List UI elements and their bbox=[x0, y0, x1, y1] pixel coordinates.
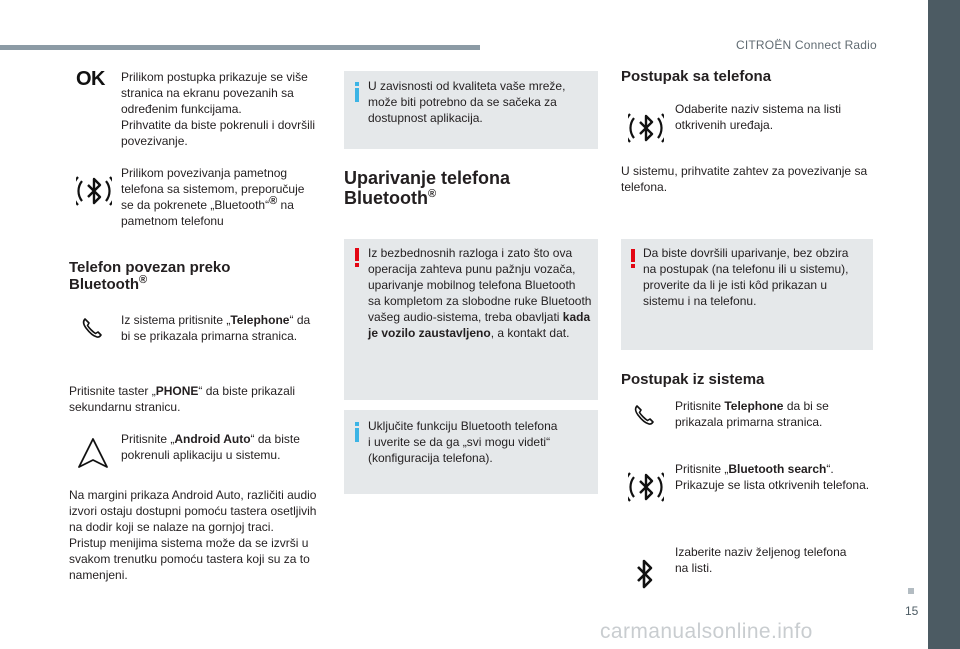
info-icon bbox=[355, 82, 359, 102]
phone-key-instruction: Pritisnite taster „PHONE“ da biste prikazali sekundarnu stranicu. bbox=[69, 384, 296, 414]
select-system-text: Odaberite naziv sistema na listi otkrivenih uređaja. bbox=[675, 102, 842, 132]
phone-handset-icon bbox=[80, 316, 104, 340]
heading-from-system: Postupak iz sistema bbox=[621, 371, 765, 388]
info-visibility-text: Uključite funkciju Bluetooth telefona i uverite se da ga „svi mogu videti“ (konfiguracija telefona). bbox=[368, 419, 558, 465]
watermark: carmanualsonline.info bbox=[600, 620, 813, 643]
warning-code-text: Da biste dovršili uparivanje, bez obzira na postupak (na telefonu ili u sistemu), proverite da li je isti kôd prikazan u sistemu i na telefonu. bbox=[643, 246, 849, 308]
ok-icon: OK bbox=[76, 68, 105, 90]
header-title: CITROËN Connect Radio bbox=[736, 38, 877, 52]
info-icon bbox=[355, 422, 359, 442]
continue-mark bbox=[908, 588, 914, 594]
heading-from-phone: Postupak sa telefona bbox=[621, 68, 772, 85]
page-number: 15 bbox=[905, 604, 919, 618]
header-bar bbox=[0, 45, 480, 50]
choose-phone-text: Izaberite naziv željenog telefona na listi. bbox=[675, 545, 847, 575]
android-auto-icon bbox=[76, 436, 110, 470]
warning-icon bbox=[355, 248, 359, 267]
accept-request-text: U sistemu, prihvatite zahtev za povezivanje sa telefona. bbox=[621, 164, 868, 194]
telephone-instruction: Iz sistema pritisnite „Telephone“ da bi se prikazala primarna stranica. bbox=[121, 313, 311, 343]
bluetooth-icon bbox=[633, 556, 657, 592]
heading-pairing: Uparivanje telefona Bluetooth® bbox=[344, 168, 511, 208]
bluetooth-recommend-text: Prilikom povezivanja pametnog telefona sa sistemom, preporučuje se da pokrenete „Bluetooth“® na pametnom telefonu bbox=[121, 166, 305, 228]
warning-icon bbox=[631, 249, 635, 268]
warning-safety-text: Iz bezbednosnih razloga i zato što ova operacija zahteva punu pažnju vozača, uparivanje mobilnog telefona Bluetooth sa kompletom za slobodne ruke Bluetooth vašeg audio-sistema, treba obavljati kada je vozilo zaustavljeno, a kontakt dat. bbox=[368, 246, 592, 340]
bluetooth-icon bbox=[628, 467, 664, 507]
heading-bluetooth-phone: Telefon povezan preko Bluetooth® bbox=[69, 259, 231, 293]
bluetooth-icon bbox=[628, 108, 664, 148]
bluetooth-icon bbox=[76, 171, 112, 211]
ok-text: Prilikom postupka prikazuje se više stranica na ekranu povezanih sa određenim funkcijama. Prihvatite da biste pokrenuli i dovršili povezivanje. bbox=[121, 70, 316, 148]
side-strip bbox=[928, 0, 960, 649]
phone-handset-icon bbox=[632, 403, 656, 427]
system-telephone-instruction: Pritisnite Telephone da bi se prikazala primarna stranica. bbox=[675, 399, 829, 429]
bluetooth-search-instruction: Pritisnite „Bluetooth search“. Prikazuje se lista otkrivenih telefona. bbox=[675, 462, 870, 492]
android-auto-instruction: Pritisnite „Android Auto“ da biste pokrenuli aplikaciju u sistemu. bbox=[121, 432, 300, 462]
android-auto-margin-text: Na margini prikaza Android Auto, različiti audio izvori ostaju dostupni pomoću tastera osetljivih na dodir koji se nalaze na gornjoj traci. Pristup menijima sistema može da se izvrši u svakom trenutku pomoću tastera koji su za to namenjeni. bbox=[69, 488, 317, 582]
info-network-text: U zavisnosti od kvaliteta vaše mreže, može biti potrebno da se sačeka za dostupnost aplikacija. bbox=[368, 79, 566, 125]
